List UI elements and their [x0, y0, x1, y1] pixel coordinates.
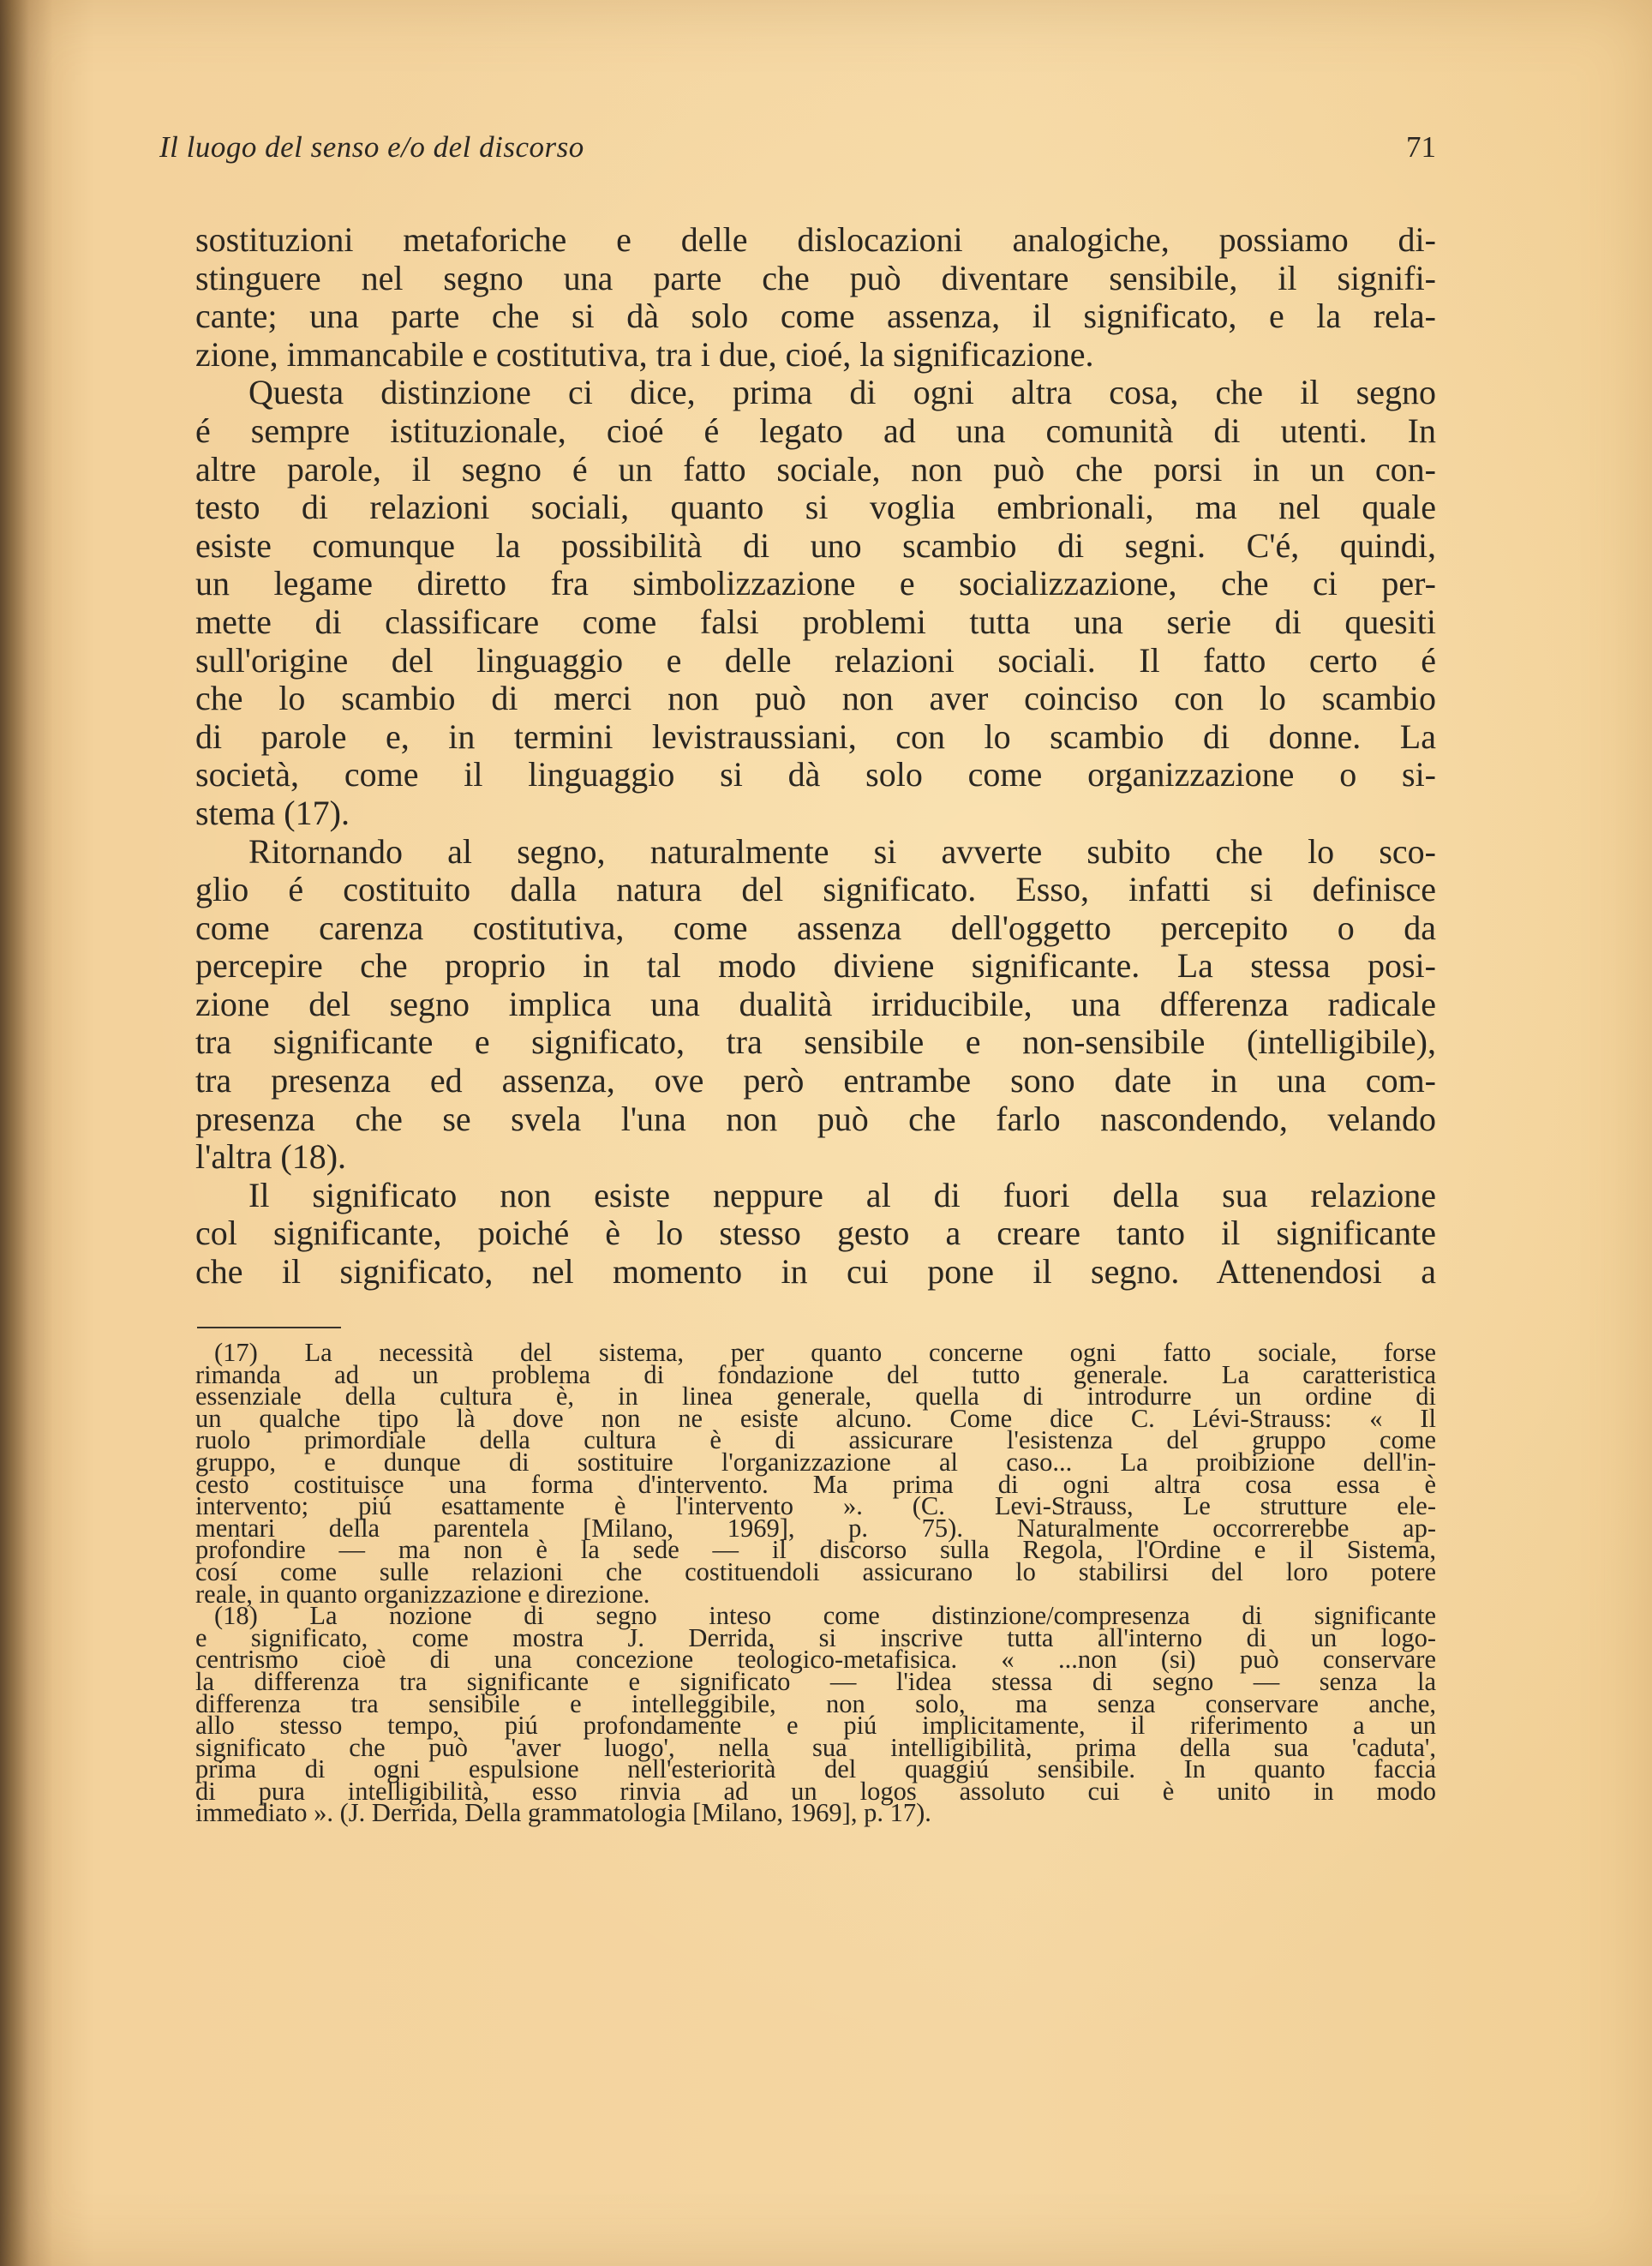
- footnote-line: prima di ogni espulsione nell'esteriorità del quaggiú sensibile. In quanto faccia: [195, 1754, 1436, 1784]
- running-title: Il luogo del senso e/o del discorso: [159, 130, 584, 164]
- footnotes: [195, 1338, 1436, 1828]
- footnote-line: (17) La necessità del sistema, per quanto concerne ogni fatto sociale, forse: [214, 1338, 1436, 1367]
- body-line: Il significato non esiste neppure al di fuori della sua relazione: [248, 1175, 1436, 1214]
- body-line: come carenza costitutiva, come assenza dell'oggetto percepito o da: [195, 908, 1436, 947]
- body-line: mette di classificare come falsi problemi tutta una serie di quesiti: [195, 602, 1436, 641]
- body-line: percepire che proprio in tal modo diviene significante. La stessa posi-: [195, 946, 1436, 986]
- page-number: 71: [1406, 130, 1436, 164]
- footnote-line: immediato ». (J. Derrida, Della grammatologia [Milano, 1969], p. 17).: [195, 1798, 931, 1828]
- footnote-line: differenza tra sensibile e intelleggibile, non solo, ma senza conservare anche,: [195, 1688, 1436, 1718]
- body-line: zione, immancabile e costitutiva, tra i due, cioé, la significazione.: [195, 334, 1094, 374]
- footnote-line: essenziale della cultura è, in linea generale, quella di introdurre un ordine di: [195, 1382, 1436, 1412]
- body-line: testo di relazioni sociali, quanto si voglia embrionali, ma nel quale: [195, 488, 1436, 527]
- body-line: Ritornando al segno, naturalmente si avverte subito che lo sco-: [248, 831, 1436, 871]
- running-head: [159, 130, 1436, 173]
- body-line: stema (17).: [195, 793, 350, 832]
- body-line: presenza che se svela l'una non può che farlo nascondendo, velando: [195, 1099, 1436, 1138]
- body-line: tra presenza ed assenza, ove però entrambe sono date in una com-: [195, 1061, 1436, 1100]
- footnote-line: profondire — ma non è la sede — il discorso sulla Regola, l'Ordine e il Sistema,: [195, 1535, 1436, 1565]
- body-line: stinguere nel segno una parte che può diventare sensibile, il signifi-: [195, 258, 1436, 297]
- footnote-line: rimanda ad un problema di fondazione del tutto generale. La caratteristica: [195, 1359, 1436, 1389]
- footnote-line: di pura intelligibilità, esso rinvia ad un logos assoluto cui è unito in modo: [195, 1776, 1436, 1806]
- body-line: che il significato, nel momento in cui pone il segno. Attenendosi a: [195, 1252, 1436, 1292]
- body-line: tra significante e significato, tra sensibile e non-sensibile (intelligibile),: [195, 1022, 1436, 1062]
- body-text: [195, 221, 1436, 1292]
- body-line: col significante, poiché è lo stesso gesto a creare tanto il significante: [195, 1214, 1436, 1253]
- body-line: un legame diretto fra simbolizzazione e socializzazione, che ci per-: [195, 564, 1436, 603]
- footnote-rule: [197, 1327, 341, 1328]
- body-line: é sempre istituzionale, cioé é legato ad una comunità di utenti. In: [195, 411, 1436, 450]
- body-line: di parole e, in termini levistraussiani, con lo scambio di donne. La: [195, 716, 1436, 756]
- body-line: sostituzioni metaforiche e delle dislocazioni analogiche, possiamo di-: [195, 220, 1436, 259]
- footnote-line: ruolo primordiale della cultura è di assicurare l'esistenza del gruppo come: [195, 1425, 1436, 1455]
- footnote-line: gruppo, e dunque di sostituire l'organizzazione al caso... La proibizione dell'in-: [195, 1447, 1436, 1477]
- body-line: esiste comunque la possibilità di uno scambio di segni. C'é, quindi,: [195, 525, 1436, 565]
- body-line: altre parole, il segno é un fatto sociale, non può che porsi in un con-: [195, 449, 1436, 489]
- footnote-line: allo stesso tempo, piú profondamente e piú implicitamente, il riferimento a un: [195, 1711, 1436, 1741]
- body-line: glio é costituito dalla natura del significato. Esso, infatti si definisce: [195, 870, 1436, 909]
- footnote-line: un qualche tipo là dove non ne esiste alcuno. Come dice C. Lévi-Strauss: « Il: [195, 1403, 1436, 1433]
- body-line: zione del segno implica una dualità irriducibile, una dfferenza radicale: [195, 984, 1436, 1023]
- body-line: l'altra (18).: [195, 1137, 347, 1177]
- body-line: sull'origine del linguaggio e delle relazioni sociali. Il fatto certo é: [195, 640, 1436, 680]
- footnote-line: reale, in quanto organizzazione e direzione.: [195, 1579, 650, 1609]
- body-line: cante; una parte che si dà solo come assenza, il significato, e la rela-: [195, 297, 1436, 336]
- footnote-line: intervento; piú esattamente è l'intervento ». (C. Levi-Strauss, Le strutture ele-: [195, 1491, 1436, 1521]
- footnote-line: cesto costituisce una forma d'intervento. Ma prima di ogni altra cosa essa è: [195, 1469, 1436, 1499]
- footnote-line: mentari della parentela [Milano, 1969], p. 75). Naturalmente occorrerebbe ap-: [195, 1513, 1436, 1543]
- body-line: che lo scambio di merci non può non aver coinciso con lo scambio: [195, 679, 1436, 718]
- body-line: società, come il linguaggio si dà solo come organizzazione o si-: [195, 755, 1436, 794]
- footnote-line: significato che può 'aver luogo', nella sua intelligibilità, prima della sua 'caduta',: [195, 1732, 1436, 1762]
- footnote-line: cosí come sulle relazioni che costituendoli assicurano lo stabilirsi del loro potere: [195, 1556, 1436, 1586]
- footnote-line: (18) La nozione di segno inteso come distinzione/compresenza di significante: [214, 1601, 1436, 1631]
- body-line: Questa distinzione ci dice, prima di ogni altra cosa, che il segno: [248, 373, 1436, 412]
- footnote-line: e significato, come mostra J. Derrida, si inscrive tutta all'interno di un logo-: [195, 1622, 1436, 1652]
- footnote-line: la differenza tra significante e significato — l'idea stessa di segno — senza la: [195, 1666, 1436, 1696]
- footnote-line: centrismo cioè di una concezione teologico-metafisica. « ...non (si) può conservare: [195, 1645, 1436, 1675]
